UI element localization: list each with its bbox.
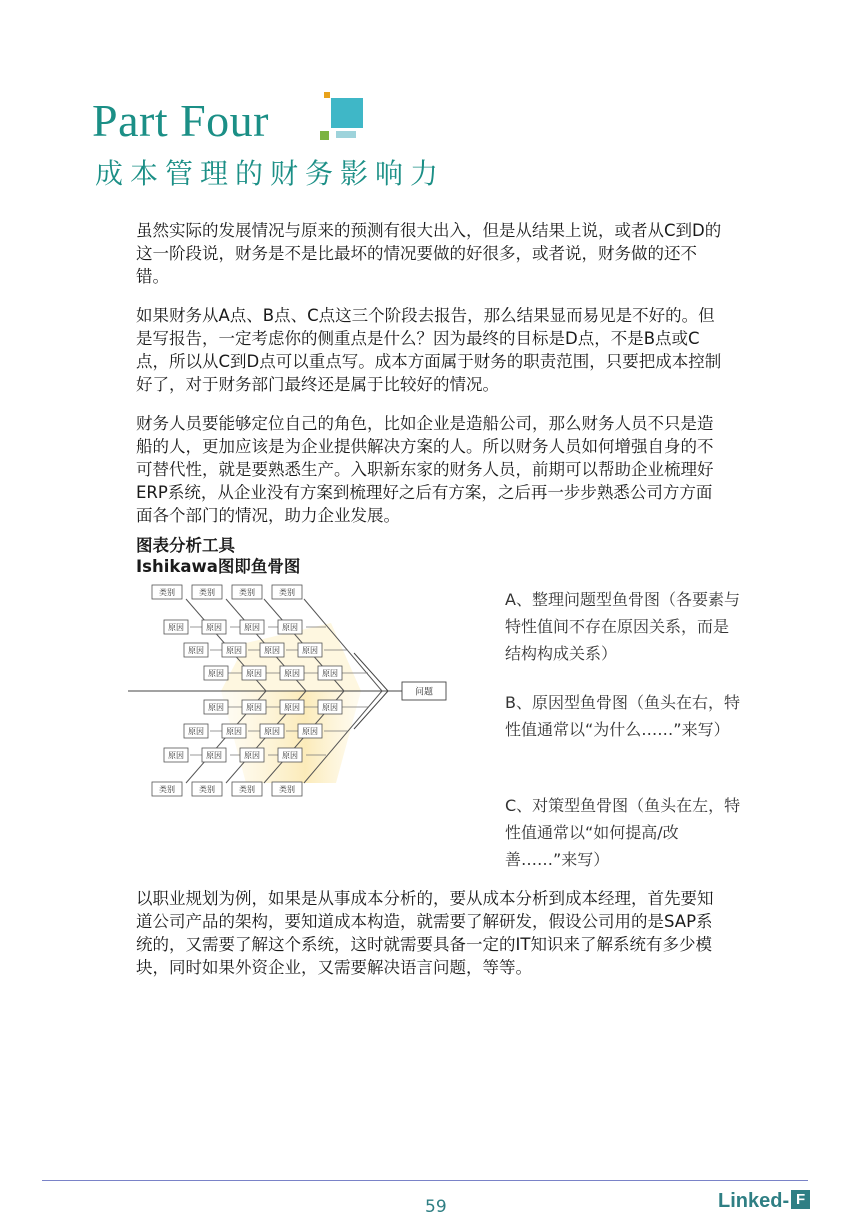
- cause-box-label: 原因: [282, 751, 298, 760]
- cause-box-label: 原因: [322, 669, 338, 678]
- cause-box-label: 原因: [206, 623, 222, 632]
- cause-box-label: 原因: [226, 646, 242, 655]
- problem-label: 问题: [414, 687, 434, 698]
- cause-box-label: 原因: [168, 751, 184, 760]
- cause-box-label: 原因: [322, 703, 338, 712]
- note-a: A、整理问题型鱼骨图（各要素与特性值间不存在原因关系，而是结构构成关系）: [505, 590, 740, 663]
- brand-text: Linked-: [718, 1190, 790, 1212]
- cause-box-label: 原因: [302, 646, 318, 655]
- cause-box-label: 原因: [208, 669, 224, 678]
- page-subtitle: 成本管理的财务影响力: [95, 157, 446, 190]
- brand-logo: [718, 1190, 810, 1213]
- cause-box-label: 原因: [284, 703, 300, 712]
- brand-mark-icon: F: [791, 1190, 810, 1209]
- page-title: Part Four: [92, 95, 269, 146]
- cause-box-label: 原因: [206, 751, 222, 760]
- category-box-label: 类别: [199, 785, 215, 794]
- cause-box-label: 原因: [188, 727, 204, 736]
- fishbone-diagram: [126, 583, 448, 801]
- category-box-label: 类别: [199, 588, 215, 597]
- cause-box-label: 原因: [284, 669, 300, 678]
- cause-box-label: 原因: [226, 727, 242, 736]
- cause-box-label: 原因: [264, 646, 280, 655]
- cause-box-label: 原因: [282, 623, 298, 632]
- paragraph-2: 如果财务从A点、B点、C点这三个阶段去报告，那么结果显而易见是不好的。但是写报告，一定考虑你的侧重点是什么？因为最终的目标是D点，不是B点或C点，所以从C到D点可以重点写。成本方面属于财务的职责范围，只要把成本控制好了，对于财务部门最终还是属于比较好的情况。: [136, 306, 722, 394]
- section-subheading: Ishikawa图即鱼骨图: [136, 557, 301, 576]
- cause-box-label: 原因: [208, 703, 224, 712]
- category-box-label: 类别: [239, 785, 255, 794]
- cause-box-label: 原因: [246, 669, 262, 678]
- note-b: B、原因型鱼骨图（鱼头在右，特性值通常以“为什么……”来写）: [505, 693, 740, 739]
- paragraph-3: 财务人员要能够定位自己的角色，比如企业是造船公司，那么财务人员不只是造船的人，更加应该是为企业提供解决方案的人。所以财务人员如何增强自身的不可替代性，就是要熟悉生产。入职新东家的财务人员，前期可以帮助企业梳理好ERP系统，从企业没有方案到梳理好之后有方案，之后再一步步熟悉公司方方面面各个部门的情况，助力企业发展。: [136, 414, 714, 525]
- category-box-label: 类别: [159, 785, 175, 794]
- page-number: 59: [425, 1197, 447, 1217]
- cause-box-label: 原因: [246, 703, 262, 712]
- cause-box-label: 原因: [244, 751, 260, 760]
- cause-box-label: 原因: [264, 727, 280, 736]
- category-box-label: 类别: [279, 785, 295, 794]
- category-box-label: 类别: [159, 588, 175, 597]
- section-heading: 图表分析工具: [136, 536, 235, 555]
- cause-box-label: 原因: [188, 646, 204, 655]
- cause-box-label: 原因: [168, 623, 184, 632]
- category-box-label: 类别: [279, 588, 295, 597]
- footer-divider: [42, 1180, 808, 1181]
- category-box-label: 类别: [239, 588, 255, 597]
- cause-box-label: 原因: [302, 727, 318, 736]
- paragraph-4: 以职业规划为例，如果是从事成本分析的，要从成本分析到成本经理，首先要知道公司产品的架构，要知道成本构造，就需要了解研发，假设公司用的是SAP系统的，又需要了解这个系统，这时就需要具备一定的IT知识来了解系统有多少模块，同时如果外资企业，又需要解决语言问题，等等。: [136, 889, 714, 977]
- cause-box-label: 原因: [244, 623, 260, 632]
- note-c: C、对策型鱼骨图（鱼头在左，特性值通常以“如何提高/改善……”来写）: [505, 796, 741, 869]
- paragraph-1: 虽然实际的发展情况与原来的预测有很大出入，但是从结果上说，或者从C到D的这一阶段说，财务是不是比最坏的情况要做的好很多，或者说，财务做的还不错。: [136, 221, 722, 286]
